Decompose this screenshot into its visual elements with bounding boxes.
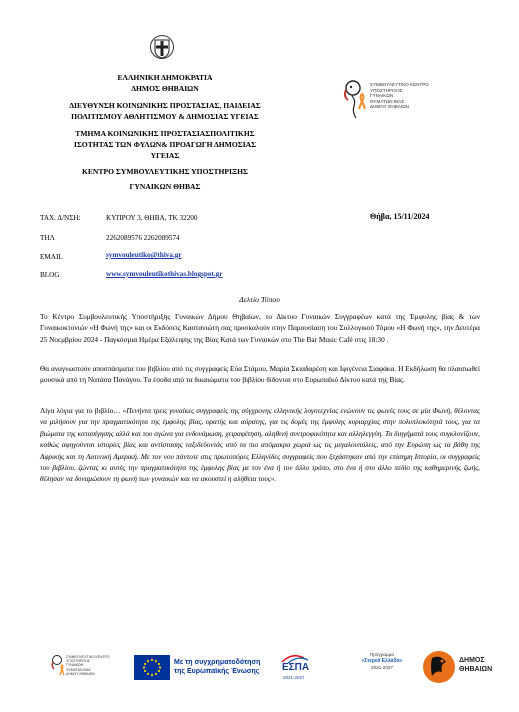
espa-label: ΕΣΠΑ — [282, 662, 310, 673]
programme-label: Πρόγραμμα — [369, 652, 394, 657]
org-header — [60, 72, 270, 192]
org-line-directorate-2: ΠΟΛΙΤΙΣΜΟΥ ΑΘΛΗΤΙΣΜΟΥ & ΔΗΜΟΣΙΑΣ ΥΓΕΙΑΣ — [71, 112, 259, 121]
blog-link[interactable]: www.symvouleutikothivas.blogspot.gr — [106, 270, 223, 278]
dimos-thivaion-logo — [422, 648, 502, 688]
email-label: EMAIL — [40, 253, 63, 261]
org-line-center-1: ΚΕΝΤΡΟ ΣΥΜΒΟΥΛΕΥΤΙΚΗΣ ΥΠΟΣΤΗΡΙΞΗΣ — [81, 167, 249, 176]
about-book-intro: Λίγα λόγια για το βιβλίο… — [40, 406, 121, 415]
espa-logo — [280, 652, 326, 684]
org-line-department-2: ΙΣΟΤΗΤΑΣ ΤΩΝ ΦΥΛΩΝ& ΠΡΟΑΓΩΓΗ ΔΗΜΟΣΙΑΣ ΥΓΕΙΑΣ — [73, 140, 257, 160]
eu-flag-icon — [134, 655, 170, 680]
email-link[interactable]: symvouleutiko@thiva.gr — [106, 251, 182, 259]
footer-center-logo: ΣΥΜΒΟΥΛΕΥΤΙΚΟ ΚΕΝΤΡΟ ΥΠΟΣΤΗΡΙΞΗΣ ΓΥΝΑΙΚΩΝ ΘΥΜΑΤΩΝ ΒΙΑΣ ΔΗΜΟΥ ΘΗΒΑΙΩΝ — [50, 652, 112, 684]
about-book-quote: «Πενήντα τρεις γυναίκες συγγραφείς της σύγχρονης ελληνικής λογοτεχνίας ενώνουν τις φωνές τους σε μία Φωνή, θέλοντας να μιλήσουν για την πραγματικότητα της έμφυλης βίας, ορατής και αόρατης, για τις δομές της έμφυλης κυριαρχίας στην πολυπλοκότητά τους, για τα βιώματα της κατασίγησης αλλά και του αγώνα για ενδυνάμωση, χειραφέτηση, αληθινή συντροφικότητα και αλληλεγγύη. Τα διηγήματά τους συγκλονίζουν, καθώς αφηγούνται ιστορίες βίας και αντίστασης ταξιδεύοντάς από τα πιο απόμακρα χωριά ως τις μεγαλουπόλεις, από την Ευρώπη ως τα βάθη της Αφρικής και τη Λατινική Αμερική. Με τον νου πάντοτε στις πρωτοπόρες Ελληνίδες συγγραφείς που ξεχάστηκαν από την επίσημη Ιστορία, οι συγγραφείς του βιβλίου, ζώντας κι αυτές την πραγματικότητα της έμφυλης βίας με τον ένα ή τον άλλο τρόπο, στο ένα ή στο άλλο πεδίο της καθημερινής ζωής, θέλησαν να δυναμώσουν τη φωνή των γυναικών και να ακουστεί η αλήθεια τους». — [40, 406, 480, 484]
phone-value: 2262089576 2262089574 — [106, 234, 180, 242]
counselling-center-logo — [340, 78, 450, 126]
org-line-directorate-1: ΔΙΕΥΘΥΝΣΗ ΚΟΙΝΩΝΙΚΗΣ ΠΡΟΣΤΑΣΙΑΣ, ΠΑΙΔΕΙΑΣ — [69, 101, 261, 110]
paragraph-invitation: Το Κέντρο Συμβουλευτικής Υποστήριξης Γυναικών Δήμου Θηβαίων, το Δίκτυο Γυναικών Συγγραφέων κατά της Έμφυλης βίας & των Γυναικοκτονιών «Η Φωνή της» και οι Εκδόσεις Καστανιώτη σας προσκαλούν στην Παρουσίαση του Συλλογικού Τόμου «Η Φωνή της», την Δευτέρα 25 Νοεμβρίου 2024 - Παγκόσμια Ημέρα Εξάλειψης της Βίας Κατά των Γυναικών στο The Bar Music Café στις 18:30 . — [40, 312, 480, 344]
org-line-republic: ΕΛΛΗΝΙΚΗ ΔΗΜΟΚΡΑΤΙΑ — [117, 73, 213, 82]
greek-coat-of-arms — [150, 34, 174, 60]
espa-years: 2021-2027 — [283, 675, 305, 680]
org-line-municipality: ΔΗΜΟΣ ΘΗΒΑΙΩΝ — [131, 84, 199, 93]
counselling-center-logo-text: ΣΥΜΒΟΥΛΕΥΤΙΚΟ ΚΕΝΤΡΟ ΥΠΟΣΤΗΡΙΞΗΣ ΓΥΝΑΙΚΩΝ ΘΥΜΑΤΩΝ ΒΙΑΣ ΔΗΜΟΥ ΘΗΒΑΙΩΝ — [370, 82, 429, 110]
org-line-center-2: ΓΥΝΑΙΚΩΝ ΘΗΒΑΣ — [129, 182, 201, 191]
paragraph-about-book — [40, 405, 480, 485]
paragraph-readings: Θα αναγνωστούν αποσπάσματα του βιβλίου από τις συγγραφείς Εύα Στάμου, Μαρία Σκιαδαρέση και Ιφιγένεια Σιαφάκα. Η Εκδήλωση θα πλαισιωθεί μουσικά από τη Νατάσα Πανάγου. Τα έσοδα από τα δικαιώματα του βιβλίου δίδονται στο Ευρωπαϊκό Δίκτυο κατά της Βίας. — [40, 364, 480, 385]
programme-name: «Στερεά Ελλάδα» — [361, 658, 403, 664]
org-line-department-1: ΤΜΗΜΑ ΚΟΙΝΩΝΙΚΗΣ ΠΡΟΣΤΑΣΙΑΣΠΟΛΙΤΙΚΗΣ — [75, 129, 255, 138]
address-label: ΤΑΧ. Δ/ΝΣΗ: — [40, 214, 81, 222]
document-title: Δελτίο Τύπου — [239, 295, 280, 304]
eu-cofunding-text: Με τη συγχρηματοδότηση της Ευρωπαϊκής Ένωσης — [174, 659, 261, 675]
phone-label: ΤΗΛ — [40, 234, 55, 242]
programme-years: 2021-2027 — [371, 665, 393, 670]
dimos-label: ΔΗΜΟΣ ΘΗΒΑΙΩΝ — [459, 657, 493, 673]
programme-sterea-logo — [352, 652, 412, 684]
blog-label: BLOG — [40, 271, 60, 279]
address-value: ΚΥΠΡΟΥ 3, ΘΗΒΑ, ΤΚ 32200 — [106, 214, 198, 222]
document-date: Θήβα, 15/11/2024 — [370, 212, 430, 221]
